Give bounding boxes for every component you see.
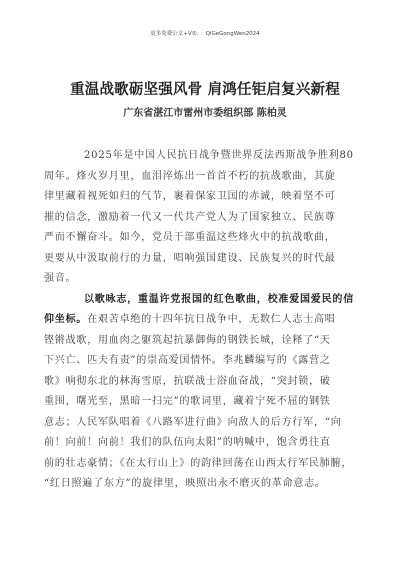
paragraph-line-rest: 在艰苦卓绝的十四年抗日战争中，无数仁人志士高唱	[87, 314, 336, 325]
paragraph-line: “红日照遍了东方”的旋律里，映照出永不磨灭的革命意志。	[44, 478, 326, 489]
paragraph-line: 前！向前！向前！我们的队伍向太阳”的呐喊中，饱含勇往直	[44, 437, 331, 448]
paragraph-line	[44, 310, 362, 331]
paragraph-line: 严而不懈奋斗。如今，党员干部重温这些烽火中的抗战歌曲，	[44, 232, 336, 243]
paragraph-line: 更要从中汲取前行的力量，唱响强国建设、民族复兴的时代最	[44, 252, 336, 264]
paragraph-line: 歌》响彻东北的林海雪原，抗联战士浴血奋战，“突封锁，破	[44, 375, 331, 387]
paragraph-2	[44, 290, 362, 495]
section-heading-end: 仰坐标。	[44, 314, 88, 325]
section-heading-line: 以歌咏志，重温许党报国的红色歌曲，校准爱国爱民的信	[84, 293, 354, 305]
article-title: 重温战歌砺坚强风骨 肩鸿任钜启复兴新程	[70, 82, 340, 98]
article-body	[44, 146, 362, 495]
paragraph-line: 铿锵战歌，用血肉之躯筑起抗暴御侮的钢铁长城，诠释了“天	[44, 334, 331, 346]
paragraph-line: 前的壮志豪情；《在太行山上》的韵律回荡在山西太行军民肺腑，	[44, 457, 353, 469]
paragraph-line: 周年。烽火岁月里，血泪淬炼出一首首不朽的抗战歌曲，其旋	[44, 170, 336, 182]
paragraph-line: 重围，曙光至，黑暗一扫完”的歌词里，藏着宁死不屈的钢铁	[44, 396, 331, 407]
article-author: 广东省湛江市雷州市委组织部 陈柏灵	[123, 108, 287, 119]
paragraph-1	[44, 146, 362, 290]
paragraph-line: 律里藏着视死如归的气节，裹着保家卫国的赤诚，映着坚不可	[44, 191, 336, 202]
paragraph-line: 摧的信念，激励着一代又一代共产党人为了国家独立、民族尊	[44, 211, 336, 223]
paragraph-line: 2025年是中国人民抗日战争暨世界反法西斯战争胜利80	[84, 150, 354, 161]
paragraph-line: 下兴亡、匹夫有责”的崇高爱国情怀。李兆麟编写的《露营之	[44, 355, 331, 366]
paragraph-line: 意志；人民军队唱着《八路军进行曲》向敌人的后方行军，“向	[44, 416, 342, 428]
header-note: 更多免费公文+V⑤. ：QiGeGongWen2024	[150, 31, 260, 37]
paragraph-line: 强音。	[44, 273, 77, 284]
